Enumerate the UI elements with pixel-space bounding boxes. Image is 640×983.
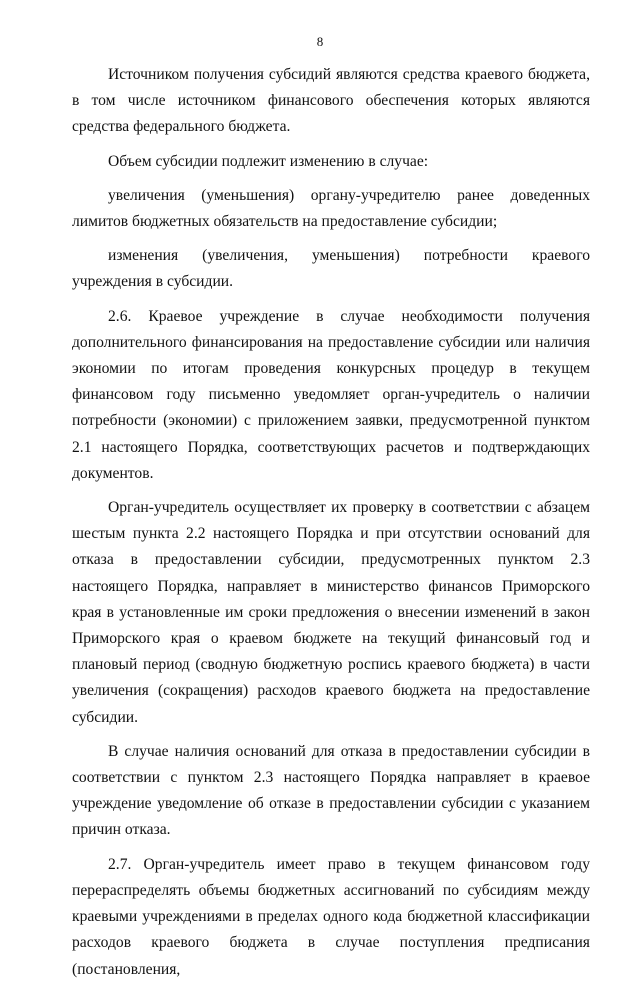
paragraph-founder-check: Орган-учредитель осуществляет их проверку в соответствии с абзацем шестым пункта 2.2 настоящего Порядка и при отсутствии оснований для отказа в предоставлении субсидии, предусмотренных пунктом 2.3 настоящего Порядка, направляет в министерство финансов Приморского края в установленные им сроки предложения о внесении изменений в закон Приморского края о краевом бюджете на текущий финансовый год и плановый период (сводную бюджетную роспись краевого бюджета) в части увеличения (сокращения) расходов краевого бюджета на предоставление субсидии.: [72, 499, 590, 726]
paragraph-section-2-7: 2.7. Орган-учредитель имеет право в текущем финансовом году перераспределять объемы бюджетных ассигнований по субсидиям между краевыми учреждениями в пределах одного кода бюджетной классификации расходов краевого бюджета в случае поступления предписания (постановления,: [72, 855, 590, 978]
paragraph-need-change: изменения (увеличения, уменьшения) потребности краевого учреждения в субсидии.: [72, 247, 590, 291]
paragraph-section-2-6: 2.6. Краевое учреждение в случае необходимости получения дополнительного финансирования на предоставление субсидии или наличия экономии по итогам проведения конкурсных процедур в текущем финансовом году письменно уведомляет орган-учредитель о наличии потребности (экономии) с приложением заявки, предусмотренной пунктом 2.1 настоящего Порядка, соответствующих расчетов и подтверждающих документов.: [72, 307, 590, 482]
paragraph-funding-source: Источником получения субсидий являются средства краевого бюджета, в том числе источником финансового обеспечения которых являются средства федерального бюджета.: [72, 66, 590, 136]
document-body: [72, 62, 590, 983]
paragraph-volume-change: Объем субсидии подлежит изменению в случае:: [108, 152, 429, 170]
paragraph-limits-change: увеличения (уменьшения) органу-учредителю ранее доведенных лимитов бюджетных обязательств на предоставление субсидии;: [72, 186, 590, 231]
paragraph-refusal-notice: В случае наличия оснований для отказа в предоставлении субсидии в соответствии с пунктом 2.3 настоящего Порядка направляет в краевое учреждение уведомление об отказе в предоставлении субсидии с указанием причин отказа.: [72, 742, 590, 839]
page-number: 8: [316, 34, 324, 49]
